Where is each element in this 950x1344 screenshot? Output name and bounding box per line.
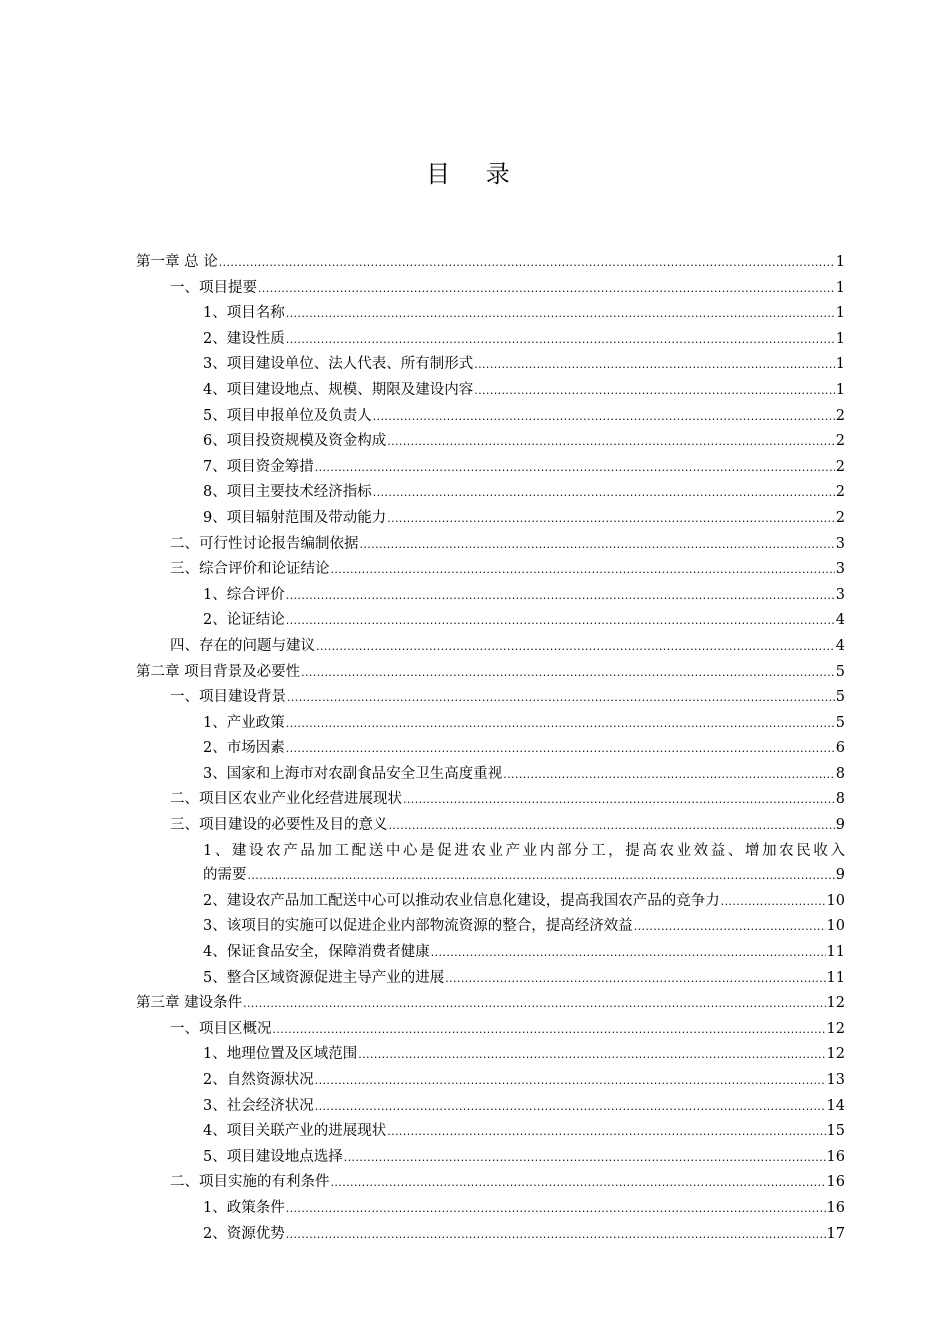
toc-page-number: 13 — [826, 1072, 845, 1088]
dot-leader — [389, 813, 835, 839]
dot-leader — [243, 991, 825, 1017]
toc-entry[interactable] — [203, 1145, 845, 1171]
dot-leader — [474, 378, 835, 404]
dot-leader — [721, 889, 826, 915]
toc-page-number: 5 — [835, 689, 845, 706]
dot-leader — [474, 352, 835, 378]
toc-entry-label: 3、国家和上海市对农副食品安全卫生高度重视 — [203, 765, 503, 782]
toc-entry[interactable] — [203, 711, 845, 737]
toc-entry-label: 5、项目申报单位及负责人 — [203, 407, 372, 424]
toc-page-number: 11 — [826, 969, 845, 986]
toc-entry-label: 2、论证结论 — [203, 612, 285, 629]
dot-leader — [248, 863, 835, 889]
toc-page-number: 10 — [826, 918, 845, 935]
toc-page-number: 1 — [835, 305, 845, 322]
toc-entry[interactable] — [203, 863, 845, 889]
dot-leader — [431, 940, 826, 966]
toc-entry-label: 1、综合评价 — [203, 586, 285, 603]
toc-entry-label: 1、地理位置及区域范围 — [203, 1046, 358, 1063]
dot-leader — [286, 736, 835, 762]
toc-entry[interactable] — [170, 1170, 845, 1196]
dot-leader — [286, 1196, 826, 1222]
toc-page-number: 5 — [835, 663, 845, 680]
dot-leader — [331, 1170, 826, 1196]
toc-page-number: 16 — [826, 1174, 845, 1191]
toc-entry[interactable] — [203, 1222, 845, 1248]
dot-leader — [286, 301, 835, 327]
toc-entry-label: 3、项目建设单位、法人代表、所有制形式 — [203, 356, 474, 373]
toc-entry[interactable] — [170, 813, 845, 839]
toc-page-number: 2 — [835, 484, 845, 501]
toc-page-number: 2 — [835, 407, 845, 424]
toc-page-number: 2 — [835, 458, 845, 475]
toc-entry[interactable] — [203, 608, 845, 634]
toc-entry[interactable] — [170, 1017, 845, 1043]
toc-entry-label: 一、项目提要 — [170, 279, 257, 296]
toc-entry[interactable] — [203, 889, 845, 915]
toc-entry[interactable] — [203, 583, 845, 609]
dot-leader — [503, 762, 835, 788]
toc-entry-label: 8、项目主要技术经济指标 — [203, 484, 372, 501]
toc-entry-chapter-3[interactable] — [136, 991, 845, 1017]
toc-entry[interactable] — [203, 1196, 845, 1222]
toc-entry-label: 2、建设性质 — [203, 330, 285, 347]
toc-entry[interactable] — [203, 480, 845, 506]
dot-leader — [287, 685, 835, 711]
toc-entry-label: 第二章 项目背景及必要性 — [136, 663, 301, 680]
toc-entry-label: 1、政策条件 — [203, 1199, 285, 1216]
dot-leader — [219, 250, 835, 276]
toc-page-number: 12 — [826, 1020, 845, 1037]
dot-leader — [445, 966, 825, 992]
toc-page-number: 17 — [826, 1225, 845, 1242]
toc-entry-label: 二、项目实施的有利条件 — [170, 1174, 330, 1191]
dot-leader — [315, 455, 835, 481]
toc-page-number: 16 — [826, 1199, 845, 1216]
toc-entry[interactable] — [203, 404, 845, 430]
toc-entry[interactable] — [203, 966, 845, 992]
toc-page-number: 3 — [835, 561, 845, 578]
toc-entry[interactable] — [203, 352, 845, 378]
toc-page-number: 1 — [835, 356, 845, 373]
toc-entry-label: 二、项目区农业产业化经营进展现状 — [170, 791, 402, 808]
dot-leader — [316, 634, 835, 660]
toc-page-number: 9 — [835, 817, 845, 834]
toc-entry[interactable] — [203, 455, 845, 481]
dot-leader — [403, 787, 835, 813]
toc-page-number: 15 — [826, 1123, 845, 1140]
toc-page-number: 16 — [826, 1148, 845, 1165]
toc-entry-label: 4、保证食品安全，保障消费者健康 — [203, 944, 430, 961]
toc-entry-label: 2、资源优势 — [203, 1225, 285, 1242]
toc-entry-label: 第三章 建设条件 — [136, 995, 243, 1012]
toc-entry[interactable] — [203, 429, 845, 455]
toc-entry[interactable] — [203, 736, 845, 762]
dot-leader — [387, 429, 835, 455]
toc-entry-label: 5、项目建设地点选择 — [203, 1148, 343, 1165]
toc-page-number: 1 — [835, 330, 845, 347]
toc-entry-label: 9、项目辐射范围及带动能力 — [203, 509, 387, 526]
toc-page-number: 1 — [835, 254, 845, 270]
toc-entry-label: 4、项目建设地点、规模、期限及建设内容 — [203, 381, 474, 398]
toc-page-number: 10 — [826, 892, 845, 909]
toc-entry[interactable] — [170, 557, 845, 583]
toc-page-number: 12 — [826, 995, 845, 1012]
table-of-contents — [0, 250, 950, 1247]
toc-page-number: 8 — [835, 765, 845, 782]
toc-entry-chapter-2[interactable] — [136, 660, 845, 686]
toc-page-number: 1 — [835, 381, 845, 398]
toc-entry[interactable] — [203, 762, 845, 788]
dot-leader — [373, 480, 835, 506]
toc-entry[interactable] — [203, 1068, 845, 1094]
toc-page-number: 2 — [835, 509, 845, 526]
dot-leader — [634, 914, 826, 940]
toc-entry-label: 三、综合评价和论证结论 — [170, 561, 330, 578]
toc-page-number: 14 — [826, 1097, 845, 1114]
dot-leader — [286, 583, 835, 609]
toc-page-number: 8 — [835, 791, 845, 808]
dot-leader — [286, 711, 835, 737]
toc-entry[interactable] — [203, 327, 845, 353]
toc-entry-label-line1[interactable]: 1、建设农产品加工配送中心是促进农业产业内部分工，提高农业效益、增加农民收入 — [203, 842, 845, 859]
dot-leader — [373, 404, 835, 430]
toc-entry[interactable] — [203, 1042, 845, 1068]
toc-page-number: 6 — [835, 740, 845, 757]
dot-leader — [286, 608, 835, 634]
toc-entry-label: 四、存在的问题与建议 — [170, 637, 315, 654]
toc-entry[interactable] — [203, 378, 845, 404]
toc-entry[interactable] — [203, 506, 845, 532]
toc-entry[interactable] — [203, 301, 845, 327]
toc-page-number: 2 — [835, 433, 845, 450]
toc-entry-label: 4、项目关联产业的进展现状 — [203, 1123, 387, 1140]
toc-entry[interactable] — [203, 940, 845, 966]
toc-entry-label: 1、项目名称 — [203, 305, 285, 322]
dot-leader — [360, 532, 835, 558]
toc-entry-label: 2、市场因素 — [203, 740, 285, 757]
dot-leader — [286, 1222, 826, 1248]
toc-entry[interactable] — [170, 532, 845, 558]
toc-entry-label: 5、整合区域资源促进主导产业的进展 — [203, 969, 445, 986]
toc-entry-label: 第一章 总 论 — [136, 254, 218, 270]
dot-leader — [315, 1068, 826, 1094]
toc-entry[interactable] — [170, 276, 845, 302]
toc-page-number: 12 — [826, 1046, 845, 1063]
dot-leader — [387, 1119, 825, 1145]
toc-entry-chapter-1[interactable] — [136, 250, 845, 276]
toc-entry-label: 6、项目投资规模及资金构成 — [203, 433, 387, 450]
toc-entry[interactable] — [170, 787, 845, 813]
toc-entry-label-line2: 的需要 — [203, 867, 247, 884]
dot-leader — [331, 557, 835, 583]
dot-leader — [301, 660, 835, 686]
toc-entry[interactable] — [203, 1094, 845, 1120]
dot-leader — [273, 1017, 826, 1043]
dot-leader — [387, 506, 835, 532]
toc-entry[interactable] — [170, 685, 845, 711]
toc-title: 目 录 — [426, 160, 524, 188]
dot-leader — [315, 1094, 826, 1120]
toc-entry-label: 三、项目建设的必要性及目的意义 — [170, 817, 388, 834]
toc-entry-label: 一、项目建设背景 — [170, 689, 286, 706]
dot-leader — [286, 327, 835, 353]
toc-page-number: 4 — [835, 612, 845, 629]
toc-page-number: 11 — [826, 944, 845, 961]
toc-entry[interactable] — [203, 1119, 845, 1145]
dot-leader — [258, 276, 835, 302]
toc-page-number: 5 — [835, 714, 845, 731]
toc-entry-label: 3、社会经济状况 — [203, 1097, 314, 1114]
toc-entry-label: 2、自然资源状况 — [203, 1072, 314, 1088]
toc-entry[interactable] — [203, 914, 845, 940]
toc-entry[interactable] — [170, 634, 845, 660]
toc-entry-label: 二、可行性讨论报告编制依据 — [170, 535, 359, 552]
toc-page-number: 3 — [835, 586, 845, 603]
toc-page-number: 3 — [835, 535, 845, 552]
toc-entry-label: 3、该项目的实施可以促进企业内部物流资源的整合，提高经济效益 — [203, 918, 633, 935]
toc-page-number: 9 — [835, 867, 845, 884]
toc-entry-label: 1、产业政策 — [203, 714, 285, 731]
toc-page-number: 1 — [835, 279, 845, 296]
toc-entry-label: 一、项目区概况 — [170, 1020, 272, 1037]
toc-page-number: 4 — [835, 637, 845, 654]
dot-leader — [358, 1042, 825, 1068]
dot-leader — [344, 1145, 826, 1171]
toc-entry-label: 2、建设农产品加工配送中心可以推动农业信息化建设，提高我国农产品的竞争力 — [203, 892, 720, 909]
toc-entry-label: 7、项目资金筹措 — [203, 458, 314, 475]
